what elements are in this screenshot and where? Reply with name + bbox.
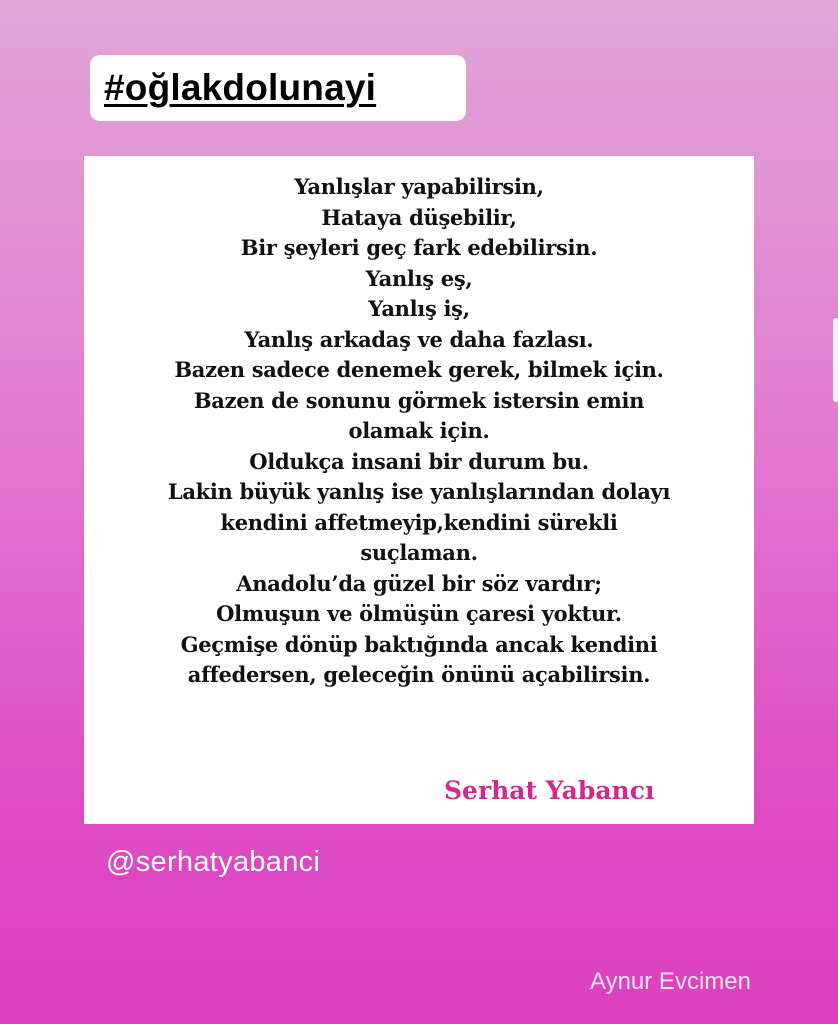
poem-text <box>84 172 754 691</box>
poem-line: olamak için. <box>348 418 490 443</box>
poem-signature: Serhat Yabancı <box>444 776 655 805</box>
poem-line: kendini affetmeyip,kendini sürekli <box>220 509 618 535</box>
poem-line: Hataya düşebilir, <box>321 204 517 230</box>
poem-line: Yanlış arkadaş ve daha fazlası. <box>244 326 594 352</box>
poem-line: Olmuşun ve ölmüşün çaresi yoktur. <box>216 601 622 626</box>
poem-line: Yanlış iş, <box>368 296 470 321</box>
poem-card <box>84 156 754 824</box>
poem-line: Yanlış eş, <box>365 265 473 291</box>
hashtag-text[interactable]: #oğlakdolunayi <box>104 67 377 108</box>
hashtag-sticker[interactable] <box>90 55 466 121</box>
mention-sticker[interactable]: @serhatyabanci <box>106 846 321 878</box>
poem-line: Oldukça insani bir durum bu. <box>249 448 589 474</box>
poem-line: affedersen, geleceğin önünü açabilirsin. <box>187 662 651 687</box>
edge-handle[interactable] <box>833 318 838 402</box>
poem-line: Yanlışlar yapabilirsin, <box>294 174 544 199</box>
poem-line: Bazen de sonunu görmek istersin emin <box>193 387 645 413</box>
credit-text: Aynur Evcimen <box>590 968 751 995</box>
poem-line: Anadolu’da güzel bir söz vardır; <box>236 570 602 596</box>
poem-line: Lakin büyük yanlış ise yanlışlarından dolayı <box>167 479 671 504</box>
poem-line: Bir şeyleri geç fark edebilirsin. <box>240 235 598 260</box>
poem-line: suçlaman. <box>360 540 478 565</box>
poem-line: Geçmişe dönüp baktığında ancak kendini <box>180 631 658 657</box>
poem-line: Bazen sadece denemek gerek, bilmek için. <box>174 357 664 382</box>
